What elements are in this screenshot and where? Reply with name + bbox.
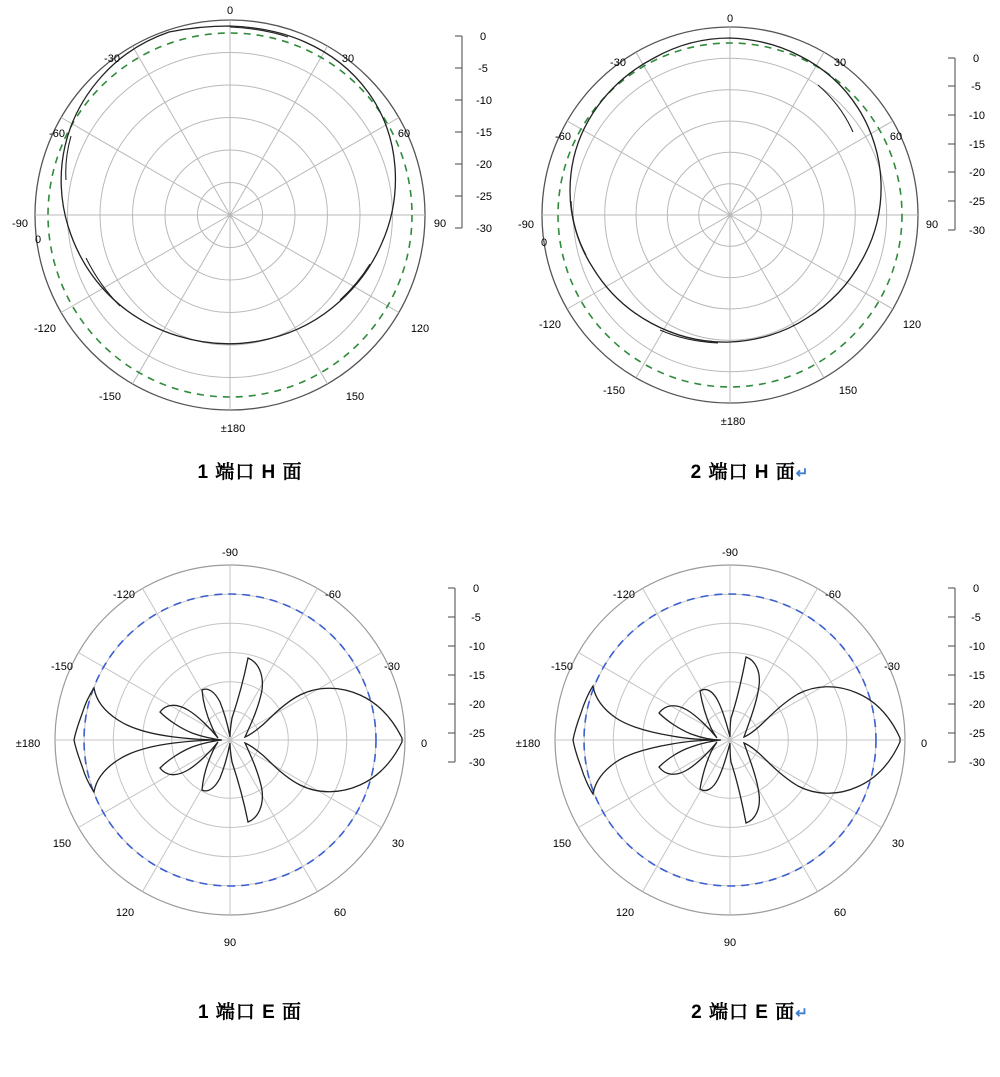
polar-chart-svg-1 xyxy=(0,0,500,455)
radial-tick-1-1: -5 xyxy=(478,63,488,75)
figure-caption-1 xyxy=(197,457,302,484)
angle-label-30-1: 30 xyxy=(341,53,355,65)
angle-label-60-4: 60 xyxy=(833,907,847,919)
radial-tick-4-4: -20 xyxy=(969,699,985,711)
angle-label-neg120-1: -120 xyxy=(33,323,57,335)
polar-chart-svg-3 xyxy=(0,540,500,970)
figure-caption-2 xyxy=(691,457,810,484)
angle-label-neg150-3: -150 xyxy=(50,661,74,673)
figure-port1-h-plane xyxy=(0,0,500,540)
polar-chart-svg-4 xyxy=(500,540,1000,970)
angle-label-0-4: 0 xyxy=(920,738,928,750)
angle-label-90-4: 90 xyxy=(723,937,737,949)
angle-label-90-3: 90 xyxy=(223,937,237,949)
polar-grid-3 xyxy=(52,565,405,915)
angle-label-150-2: 150 xyxy=(838,385,858,397)
radial-axis-3 xyxy=(448,583,485,769)
radial-tick-1-2: -5 xyxy=(971,81,981,93)
angle-label-neg120-2: -120 xyxy=(538,319,562,331)
angle-label-0-1: 0 xyxy=(226,5,234,17)
radial-axis-4 xyxy=(948,583,985,769)
angle-label-120-1: 120 xyxy=(410,323,430,335)
figure-port2-h-plane xyxy=(500,0,1000,540)
angle-label-neg60-3: -60 xyxy=(325,589,341,601)
angle-label-180-3: ±180 xyxy=(15,738,41,750)
radial-tick-4-3: -20 xyxy=(469,699,485,711)
radial-tick-1-3: -5 xyxy=(471,612,481,624)
angle-label-neg150-4: -150 xyxy=(550,661,574,673)
angle-label-neg30-2: -30 xyxy=(610,57,626,69)
angle-label-neg150-2: -150 xyxy=(602,385,626,397)
radial-tick-3-4: -15 xyxy=(969,670,985,682)
angle-label-neg90-2: -90 xyxy=(518,219,534,231)
radial-tick-6-4: -30 xyxy=(969,757,985,769)
figure-caption-text-3: 1 端口 E 面 xyxy=(197,1002,303,1023)
angle-label-neg60-2: -60 xyxy=(555,131,571,143)
radial-tick-6-1: -30 xyxy=(476,223,492,235)
angle-label-60-3: 60 xyxy=(333,907,347,919)
radial-tick-5-1: -25 xyxy=(476,191,492,203)
angle-label-120-3: 120 xyxy=(115,907,135,919)
figure-caption-4 xyxy=(691,997,809,1024)
angle-label-neg60-4: -60 xyxy=(825,589,841,601)
angle-label-30-2: 30 xyxy=(833,57,847,69)
pilcrow-mark-2: ↵ xyxy=(795,465,810,482)
figure-port2-e-plane xyxy=(500,540,1000,1077)
radial-axis-2 xyxy=(948,53,985,237)
polar-plot-port1-h xyxy=(0,0,500,455)
radial-tick-2-3: -10 xyxy=(469,641,485,653)
figure-caption-3 xyxy=(198,997,302,1024)
figure-caption-text-1: 1 端口 H 面 xyxy=(197,462,303,483)
radial-tick-0-1: 0 xyxy=(479,31,487,43)
angle-label-120-2: 120 xyxy=(902,319,922,331)
polar-plot-port1-e xyxy=(0,540,500,995)
angle-label-neg150-1: -150 xyxy=(98,391,122,403)
angle-label-neg90-1: -90 xyxy=(12,218,28,230)
angle-label-neg90-3: -90 xyxy=(222,547,238,559)
polar-chart-svg-2 xyxy=(500,0,1000,455)
polar-plot-port2-h xyxy=(500,0,1000,455)
radial-tick-3-2: -15 xyxy=(969,139,985,151)
pilcrow-mark-4: ↵ xyxy=(795,1005,809,1022)
angle-label-0-2: 0 xyxy=(726,13,734,25)
angle-label-60-2: 60 xyxy=(889,131,903,143)
angle-label-neg30-3: -30 xyxy=(384,661,400,673)
angle-label-neg30-4: -30 xyxy=(884,661,900,673)
radial-tick-6-3: -30 xyxy=(469,757,485,769)
polar-grid-4 xyxy=(552,565,905,915)
polar-plot-port2-e xyxy=(500,540,1000,995)
angle-label-neg60-1: -60 xyxy=(49,128,65,140)
angle-label-120-4: 120 xyxy=(615,907,635,919)
radial-tick-0-4: 0 xyxy=(972,583,980,595)
angle-label-neg120-3: -120 xyxy=(112,589,136,601)
radial-tick-6-2: -30 xyxy=(969,225,985,237)
angle-label-neg120-4: -120 xyxy=(612,589,636,601)
angle-label-30-4: 30 xyxy=(891,838,905,850)
angle-label-neg30-1: -30 xyxy=(104,53,120,65)
angle-label-150-3: 150 xyxy=(52,838,72,850)
polar-grid-1 xyxy=(35,20,425,410)
radial-tick-5-3: -25 xyxy=(469,728,485,740)
radial-axis-1 xyxy=(455,31,492,235)
polar-grid-2 xyxy=(542,27,918,403)
inner-zero-label-2: 0 xyxy=(540,237,548,249)
radial-tick-2-2: -10 xyxy=(969,110,985,122)
radial-tick-0-3: 0 xyxy=(472,583,480,595)
angle-label-150-4: 150 xyxy=(552,838,572,850)
angle-label-0-3: 0 xyxy=(420,738,428,750)
angle-label-180-2: ±180 xyxy=(720,416,746,428)
angle-label-90-1: 90 xyxy=(433,218,447,230)
radial-tick-5-4: -25 xyxy=(969,728,985,740)
angle-label-180-1: ±180 xyxy=(220,423,246,435)
radial-tick-4-1: -20 xyxy=(476,159,492,171)
angle-label-30-3: 30 xyxy=(391,838,405,850)
radial-tick-5-2: -25 xyxy=(969,196,985,208)
angle-label-180-4: ±180 xyxy=(515,738,541,750)
angle-label-150-1: 150 xyxy=(345,391,365,403)
radial-tick-1-4: -5 xyxy=(971,612,981,624)
figure-caption-text-2: 2 端口 H 面 xyxy=(690,462,796,483)
radial-tick-2-1: -10 xyxy=(476,95,492,107)
radial-tick-3-3: -15 xyxy=(469,670,485,682)
radial-tick-3-1: -15 xyxy=(476,127,492,139)
inner-zero-label-1: 0 xyxy=(34,234,42,246)
figure-caption-text-4: 2 端口 E 面 xyxy=(691,1002,796,1023)
radial-tick-2-4: -10 xyxy=(969,641,985,653)
angle-label-60-1: 60 xyxy=(397,128,411,140)
figure-port1-e-plane xyxy=(0,540,500,1077)
radial-tick-4-2: -20 xyxy=(969,167,985,179)
angle-label-neg90-4: -90 xyxy=(722,547,738,559)
radial-tick-0-2: 0 xyxy=(972,53,980,65)
angle-label-90-2: 90 xyxy=(925,219,939,231)
